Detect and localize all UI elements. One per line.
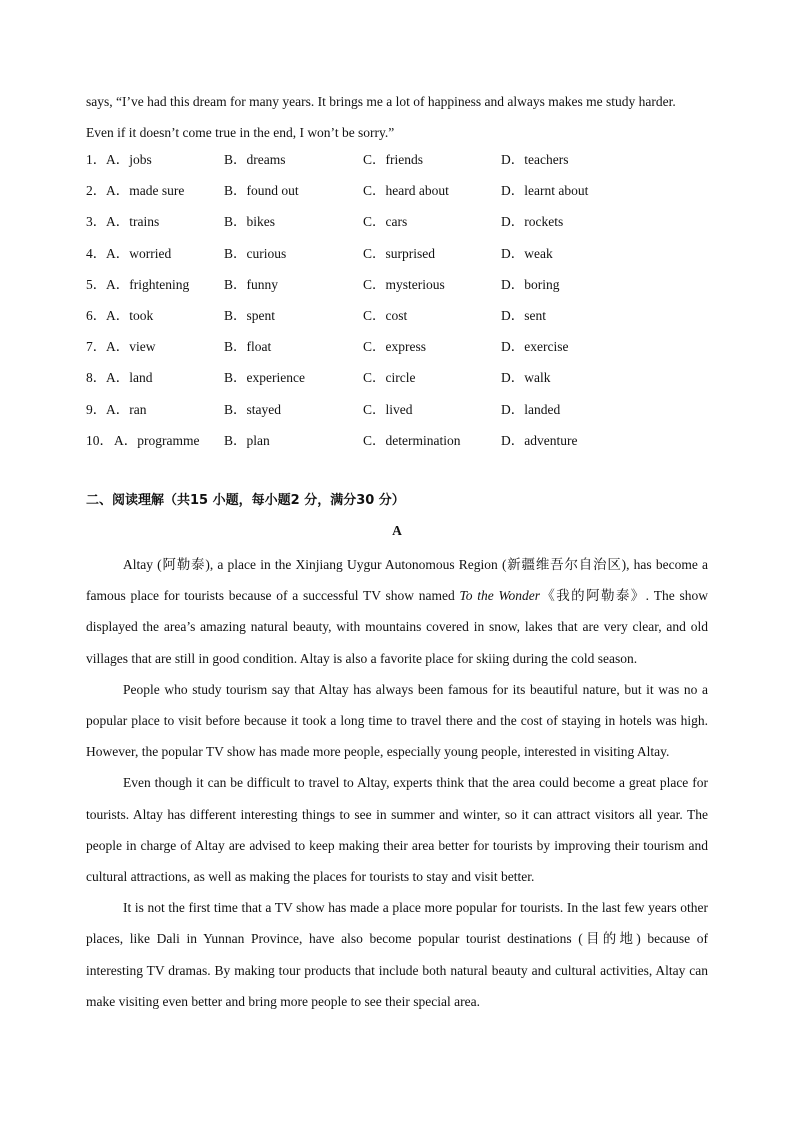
paragraph-1 <box>86 549 708 674</box>
option-a: A．worried <box>106 245 172 261</box>
option-b: B．curious <box>224 245 287 261</box>
option-b: B．plan <box>224 432 270 448</box>
option-b: B．bikes <box>224 214 276 230</box>
option-a: A．jobs <box>106 152 152 167</box>
show-title: To the Wonder <box>459 588 541 604</box>
option-d: D．landed <box>501 401 561 417</box>
option-row-8 <box>86 362 706 393</box>
option-c: C．mysterious <box>363 276 445 292</box>
option-a: A．ran <box>106 401 147 417</box>
option-d: D．teachers <box>501 152 569 167</box>
option-b: B．float <box>224 339 272 355</box>
option-c: C．cost <box>363 307 408 323</box>
option-b: B．funny <box>224 276 278 292</box>
option-b: B．dreams <box>224 152 286 167</box>
option-c: C．determination <box>363 432 461 448</box>
options-list <box>86 144 706 456</box>
question-number: 3． <box>86 214 107 230</box>
question-number: 9． <box>86 401 107 417</box>
option-d: D．exercise <box>501 339 569 355</box>
option-a: A．made sure <box>106 183 185 199</box>
option-row-5 <box>86 269 706 300</box>
passage-letter: A <box>392 523 402 538</box>
paragraph-1-text-end: 《我的阿勒泰》. The show displayed the area’s amazing natural beauty, with mountains covered in snow, lakes that are very clear, and old villages that are still in good condition. Altay is also a favorite place for skiing during the cold season. <box>86 588 708 666</box>
option-c: C．express <box>363 339 426 355</box>
paragraph-3: Even though it can be difficult to travel to Altay, experts think that the area could become a great place for tourists. Altay has different interesting things to see in summer and winter, so it can attract visitors all year. The people in charge of Altay are advised to keep making their area better for tourists by improving their tourism and cultural attractions, as well as making the places for tourists to stay and visit better. <box>86 775 708 885</box>
option-row-1 <box>86 144 706 175</box>
option-c: C．heard about <box>363 183 449 199</box>
option-d: D．walk <box>501 370 551 386</box>
option-c: C．cars <box>363 214 408 230</box>
reading-passage <box>86 549 708 1017</box>
option-row-3 <box>86 206 706 237</box>
question-number: 1． <box>86 152 107 167</box>
option-a: A．land <box>106 370 153 386</box>
question-number: 6． <box>86 307 107 323</box>
option-b: B．found out <box>224 183 299 199</box>
section-title: 二、阅读理解（共15 小题，每小题2 分，满分30 分） <box>86 493 405 508</box>
intro-line-1: says, “I’ve had this dream for many years. It brings me a lot of happiness and always makes me study harder. <box>86 94 676 109</box>
option-d: D．boring <box>501 276 560 292</box>
option-b: B．spent <box>224 307 276 323</box>
option-c: C．circle <box>363 370 416 386</box>
question-number: 10． <box>86 432 113 448</box>
option-b: B．experience <box>224 370 305 386</box>
option-d: D．weak <box>501 245 553 261</box>
option-d: D．sent <box>501 307 546 323</box>
option-a: A．programme <box>114 432 200 448</box>
option-c: C．surprised <box>363 245 435 261</box>
option-d: D．adventure <box>501 432 578 448</box>
option-row-10 <box>86 425 706 456</box>
option-row-7 <box>86 331 706 362</box>
question-number: 5． <box>86 276 107 292</box>
paragraph-2: People who study tourism say that Altay has always been famous for its beautiful nature, but it was no a popular place to visit before because it took a long time to travel there and the cost of staying in hotels was high. However, the popular TV show has made more people, especially young people, interested in visiting Altay. <box>86 681 708 760</box>
question-number: 8． <box>86 370 107 386</box>
paragraph-4: It is not the first time that a TV show has made a place more popular for tourists. In the last few years other places, like Dali in Yunnan Province, have also become popular tourist destinations (目的地) because of interesting TV dramas. By making tour products that include both natural beauty and cultural activities, Altay can make visiting even better and bring more people to see their special area. <box>86 900 708 1009</box>
option-c: C．friends <box>363 152 423 167</box>
option-d: D．rockets <box>501 214 564 230</box>
option-d: D．learnt about <box>501 183 589 199</box>
option-b: B．stayed <box>224 401 281 417</box>
option-a: A．view <box>106 339 156 355</box>
option-row-2 <box>86 175 706 206</box>
intro-line-2: Even if it doesn’t come true in the end, I won’t be sorry.” <box>86 125 395 140</box>
option-a: A．took <box>106 307 154 323</box>
option-row-4 <box>86 238 706 269</box>
option-a: A．trains <box>106 214 160 230</box>
question-number: 7． <box>86 339 107 355</box>
question-number: 2． <box>86 183 107 199</box>
option-row-9 <box>86 394 706 425</box>
option-row-6 <box>86 300 706 331</box>
paragraph-1-text: Altay (阿勒泰), a place in the Xinjiang Uygur Autonomous Region (新疆维吾尔自治区), has become a famous place for tourists because of a successful TV show named <box>86 557 708 604</box>
question-number: 4． <box>86 245 107 261</box>
option-c: C．lived <box>363 401 413 417</box>
intro-text <box>86 86 708 148</box>
option-a: A．frightening <box>106 276 190 292</box>
